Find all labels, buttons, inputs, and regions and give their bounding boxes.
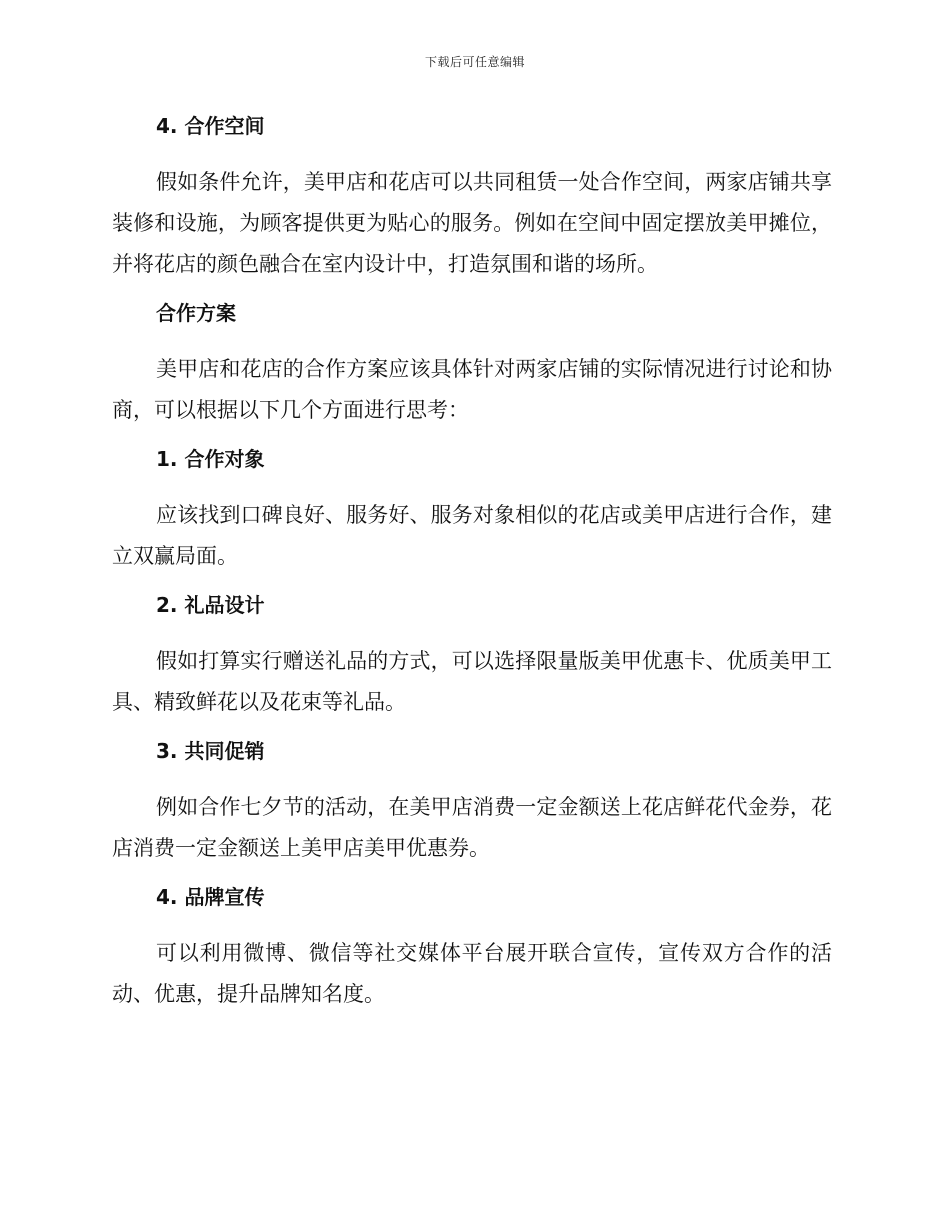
section-heading-cooperation-space: 4. 合作空间 — [156, 114, 265, 138]
section-paragraph-cooperation-plan: 美甲店和花店的合作方案应该具体针对两家店铺的实际情况进行讨论和协商，可以根据以下几个方面进行思考： — [112, 357, 832, 422]
section-paragraph-partner: 应该找到口碑良好、服务好、服务对象相似的花店或美甲店进行合作，建立双赢局面。 — [112, 503, 832, 568]
section-heading-gift-design: 2. 礼品设计 — [156, 593, 265, 617]
section-paragraph-gift-design: 假如打算实行赠送礼品的方式，可以选择限量版美甲优惠卡、优质美甲工具、精致鲜花以及花束等礼品。 — [112, 649, 832, 714]
section-heading-joint-promotion: 3. 共同促销 — [156, 739, 265, 763]
section-heading-partner: 1. 合作对象 — [156, 447, 265, 471]
section-paragraph-brand-promotion: 可以利用微博、微信等社交媒体平台展开联合宣传，宣传双方合作的活动、优惠，提升品牌知名度。 — [112, 941, 832, 1006]
page-header: 下载后可任意编辑 — [424, 55, 525, 69]
document-body — [112, 110, 832, 1015]
section-heading-brand-promotion: 4. 品牌宣传 — [156, 885, 265, 909]
section-paragraph-cooperation-space: 假如条件允许，美甲店和花店可以共同租赁一处合作空间，两家店铺共享装修和设施，为顾客提供更为贴心的服务。例如在空间中固定摆放美甲摊位，并将花店的颜色融合在室内设计中，打造氛围和谐的场所。 — [112, 170, 832, 276]
section-heading-cooperation-plan: 合作方案 — [156, 301, 236, 325]
section-paragraph-joint-promotion: 例如合作七夕节的活动，在美甲店消费一定金额送上花店鲜花代金券，花店消费一定金额送上美甲店美甲优惠券。 — [112, 795, 832, 860]
